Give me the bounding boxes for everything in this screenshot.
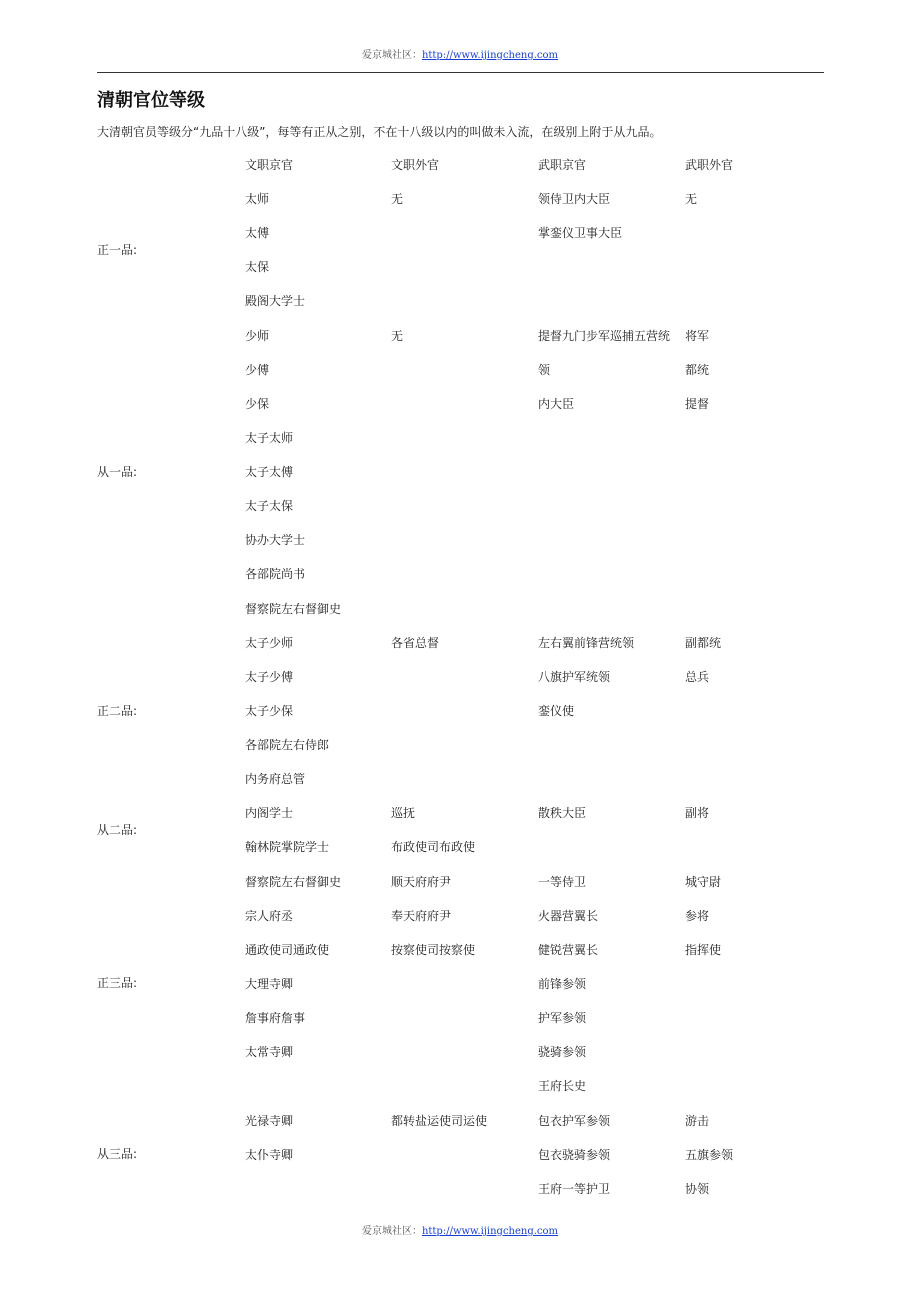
table-cell: 太子太保 bbox=[245, 499, 294, 513]
table-cell: 詹事府詹事 bbox=[245, 1011, 306, 1025]
table-cell: 布政使司布政使 bbox=[391, 840, 476, 854]
table-cell: 太师 bbox=[245, 192, 270, 206]
table-cell: 通政使司通政使 bbox=[245, 943, 330, 957]
table-cell: 太傅 bbox=[245, 226, 270, 240]
column-header: 文职京官 bbox=[245, 158, 294, 172]
table-cell: 奉天府府尹 bbox=[391, 909, 452, 923]
footer-site-label: 爱京城社区： bbox=[361, 1226, 422, 1237]
table-cell: 太子太傅 bbox=[245, 465, 294, 479]
table-cell: 健锐营翼长 bbox=[538, 943, 599, 957]
page-title: 清朝官位等级 bbox=[97, 90, 205, 111]
table-cell: 无 bbox=[391, 192, 404, 206]
table-cell: 太仆寺卿 bbox=[245, 1148, 294, 1162]
table-cell: 指挥使 bbox=[685, 943, 722, 957]
table-cell: 内务府总管 bbox=[245, 772, 306, 786]
header-divider bbox=[97, 72, 824, 73]
rank-label: 从二品: bbox=[97, 823, 138, 837]
table-cell: 协领 bbox=[685, 1182, 710, 1196]
table-cell: 顺天府府尹 bbox=[391, 875, 452, 889]
table-cell: 无 bbox=[685, 192, 698, 206]
header-site-label: 爱京城社区： bbox=[361, 50, 422, 61]
table-cell: 内阁学士 bbox=[245, 806, 294, 820]
table-cell: 将军 bbox=[685, 329, 710, 343]
table-cell: 各部院尚书 bbox=[245, 567, 306, 581]
table-cell: 包衣骁骑参领 bbox=[538, 1148, 611, 1162]
table-cell: 包衣护军参领 bbox=[538, 1114, 611, 1128]
table-cell: 王府长史 bbox=[538, 1079, 587, 1093]
table-cell: 领 bbox=[538, 363, 551, 377]
table-cell: 翰林院掌院学士 bbox=[245, 840, 330, 854]
table-cell: 都统 bbox=[685, 363, 710, 377]
table-cell: 宗人府丞 bbox=[245, 909, 294, 923]
column-header: 武职京官 bbox=[538, 158, 587, 172]
rank-label: 正二品: bbox=[97, 704, 138, 718]
table-cell: 协办大学士 bbox=[245, 533, 306, 547]
table-cell: 太子太师 bbox=[245, 431, 294, 445]
table-cell: 太子少保 bbox=[245, 704, 294, 718]
table-cell: 少保 bbox=[245, 397, 270, 411]
table-cell: 王府一等护卫 bbox=[538, 1182, 611, 1196]
table-cell: 总兵 bbox=[685, 670, 710, 684]
table-cell: 提督九门步军巡捕五营统 bbox=[538, 329, 671, 343]
table-cell: 火器营翼长 bbox=[538, 909, 599, 923]
table-cell: 骁骑参领 bbox=[538, 1045, 587, 1059]
table-cell: 各部院左右侍郎 bbox=[245, 738, 330, 752]
table-cell: 左右翼前锋营统领 bbox=[538, 636, 635, 650]
table-cell: 前锋参领 bbox=[538, 977, 587, 991]
table-cell: 少傅 bbox=[245, 363, 270, 377]
table-cell: 督察院左右督御史 bbox=[245, 875, 342, 889]
table-cell: 光禄寺卿 bbox=[245, 1114, 294, 1128]
table-cell: 各省总督 bbox=[391, 636, 440, 650]
table-cell: 按察使司按察使 bbox=[391, 943, 476, 957]
table-cell: 大理寺卿 bbox=[245, 977, 294, 991]
table-cell: 内大臣 bbox=[538, 397, 575, 411]
table-cell: 参将 bbox=[685, 909, 710, 923]
table-cell: 少师 bbox=[245, 329, 270, 343]
footer-site-link[interactable]: http://www.ijingcheng.com bbox=[421, 1226, 559, 1237]
intro-paragraph: 大清朝官员等级分“九品十八级”，每等有正从之别，不在十八级以内的叫做未入流，在级别上附于从九品。 bbox=[97, 125, 662, 139]
rank-label: 从三品: bbox=[97, 1147, 138, 1161]
table-cell: 太子少傅 bbox=[245, 670, 294, 684]
table-cell: 都转盐运使司运使 bbox=[391, 1114, 488, 1128]
table-cell: 游击 bbox=[685, 1114, 710, 1128]
table-cell: 巡抚 bbox=[391, 806, 416, 820]
column-header: 文职外官 bbox=[391, 158, 440, 172]
rank-label: 从一品: bbox=[97, 465, 138, 479]
table-cell: 散秩大臣 bbox=[538, 806, 587, 820]
table-cell: 无 bbox=[391, 329, 404, 343]
table-cell: 提督 bbox=[685, 397, 710, 411]
table-cell: 城守尉 bbox=[685, 875, 722, 889]
table-cell: 领侍卫内大臣 bbox=[538, 192, 611, 206]
table-cell: 督察院左右督御史 bbox=[245, 602, 342, 616]
table-cell: 五旗参领 bbox=[685, 1148, 734, 1162]
table-cell: 太常寺卿 bbox=[245, 1045, 294, 1059]
rank-label: 正三品: bbox=[97, 976, 138, 990]
table-cell: 太子少师 bbox=[245, 636, 294, 650]
table-cell: 副将 bbox=[685, 806, 710, 820]
table-cell: 护军参领 bbox=[538, 1011, 587, 1025]
table-cell: 副都统 bbox=[685, 636, 722, 650]
page-header bbox=[0, 46, 920, 61]
table-cell: 掌銮仪卫事大臣 bbox=[538, 226, 623, 240]
column-header: 武职外官 bbox=[685, 158, 734, 172]
page-footer bbox=[0, 1222, 920, 1237]
header-site-link[interactable]: http://www.ijingcheng.com bbox=[421, 50, 559, 61]
table-cell: 銮仪使 bbox=[538, 704, 575, 718]
rank-label: 正一品: bbox=[97, 243, 138, 257]
table-cell: 八旗护军统领 bbox=[538, 670, 611, 684]
table-cell: 殿阁大学士 bbox=[245, 294, 306, 308]
table-cell: 太保 bbox=[245, 260, 270, 274]
table-cell: 一等侍卫 bbox=[538, 875, 587, 889]
